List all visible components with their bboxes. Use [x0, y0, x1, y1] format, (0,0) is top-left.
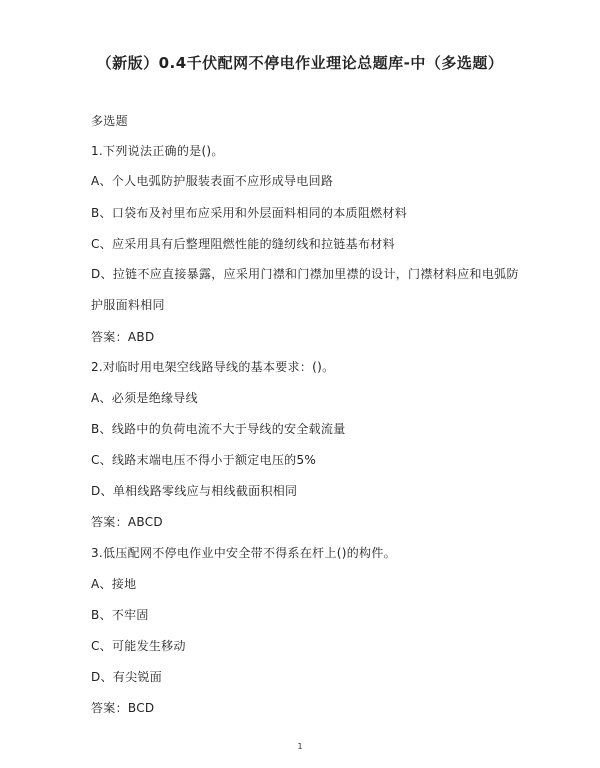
question-1-option-b: B、口袋布及衬里布应采用和外层面料相同的本质阻燃材料 [91, 206, 408, 220]
page-number: 1 [297, 742, 303, 751]
question-1-answer: 答案：ABD [91, 330, 155, 344]
question-1-option-d-continued: 护服面料相同 [91, 298, 165, 312]
question-2-answer: 答案：ABCD [91, 515, 163, 529]
question-2-stem: 2.对临时用电架空线路导线的基本要求：()。 [91, 360, 335, 374]
question-2-option-c: C、线路末端电压不得小于额定电压的5% [91, 453, 317, 467]
question-1-option-c: C、应采用具有后整理阻燃性能的缝纫线和拉链基布材料 [91, 237, 395, 251]
question-3-stem: 3.低压配网不停电作业中安全带不得系在杆上()的构件。 [91, 546, 396, 560]
question-3-option-c: C、可能发生移动 [91, 639, 186, 653]
section-heading: 多选题 [91, 114, 128, 128]
question-1-stem: 1.下列说法正确的是()。 [91, 144, 224, 158]
question-2-option-a: A、必须是绝缘导线 [91, 391, 198, 405]
question-2-option-b: B、线路中的负荷电流不大于导线的安全载流量 [91, 422, 346, 436]
question-3-option-a: A、接地 [91, 577, 137, 591]
document-title: （新版）0.4千伏配网不停电作业理论总题库-中（多选题） [96, 54, 504, 72]
question-1-option-a: A、个人电弧防护服装表面不应形成导电回路 [91, 174, 334, 188]
question-2-option-d: D、单相线路零线应与相线截面积相同 [91, 484, 298, 498]
question-3-option-b: B、不牢固 [91, 608, 149, 622]
question-1-option-d: D、拉链不应直接暴露，应采用门襟和门襟加里襟的设计，门襟材料应和电弧防 [91, 267, 519, 281]
question-3-answer: 答案：BCD [91, 701, 155, 715]
question-3-option-d: D、有尖锐面 [91, 670, 163, 684]
